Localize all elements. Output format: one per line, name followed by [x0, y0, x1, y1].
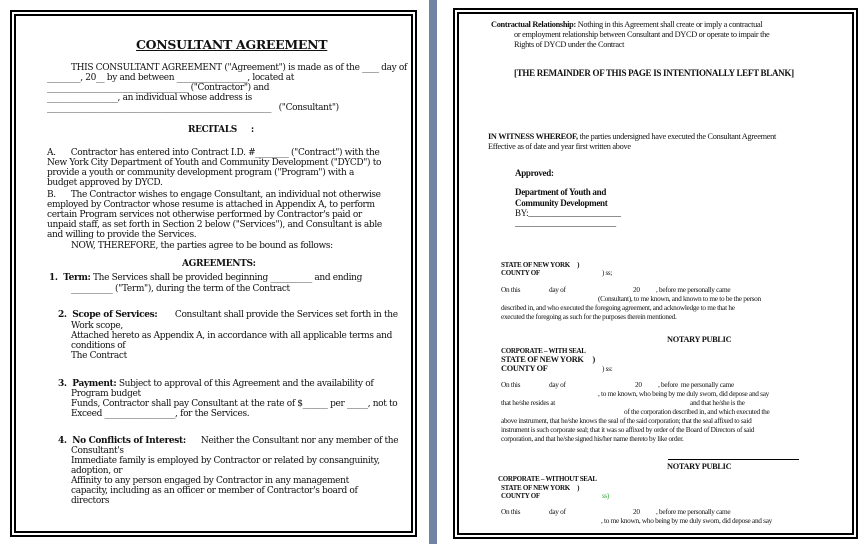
signature-line: ________________________: [515, 218, 616, 228]
witness-line: Effective as of date and year first written above: [488, 142, 631, 151]
signature-line: BY:______________________: [515, 208, 621, 218]
witness-line: IN WITNESS WHEREOF, the parties undersigned have executed the Consultant Agreement: [488, 132, 776, 141]
recital-a-line: New York City Department of Youth and Community Development ("DYCD") to: [47, 158, 382, 168]
clause-line: Immediate family is employed by Contractor or related by consanguinity,: [71, 456, 380, 466]
state-label: STATE OF NEW YORK ): [501, 355, 595, 364]
notary-line: above instrument, that he/she knows the seal of the said corporation; that the seal affixed to said: [501, 416, 752, 425]
conflicts-clause: 4. No Conflicts of Interest: Neither the Consultant nor any member of the: [58, 436, 399, 446]
recital-b-line: unpaid staff, as set forth in Section 2 below ("Services"), and Consultant is able: [47, 220, 382, 230]
recital-a-line: provide a youth or community development program ("Program") with a: [47, 168, 355, 178]
blank-notice: [THE REMAINDER OF THIS PAGE IS INTENTIONALLY LEFT BLANK]: [514, 68, 794, 78]
notary-line: described in, and who executed the foregoing agreement, and acknowledge to me that he: [501, 303, 735, 312]
clause-line: __________ ("Term"), during the term of the Contract: [71, 284, 290, 294]
recital-b-line: certain Program services not otherwise performed by Contractor's paid or: [47, 210, 362, 220]
clause-line: Work scope,: [71, 321, 123, 331]
clause-line: Consultant's: [71, 446, 124, 456]
term-clause: 1. Term: The Services shall be provided beginning __________ and ending: [49, 273, 362, 283]
clause-label: 3. Payment:: [58, 379, 117, 389]
clause-label: Contractual Relationship:: [491, 20, 576, 29]
recital-b-line: employed by Contractor whose resume is attached in Appendix A, to perform: [47, 200, 375, 210]
clause-label: 2. Scope of Services:: [58, 310, 158, 320]
county-label: COUNTY OF: [501, 492, 540, 500]
clause-line: Rights of DYCD under the Contract: [514, 40, 625, 49]
clause-line: Exceed _________________, for the Services.: [71, 409, 250, 419]
notary-line: (Consultant), to me known, and known to me to be the person: [598, 294, 761, 303]
recital-a-line: A. Contractor has entered into Contract I.D. #________ ("Contract") with the: [47, 148, 380, 158]
ss-label: ) ss;: [602, 269, 612, 277]
clause-line: Affinity to any person engaged by Contractor in any management: [71, 476, 349, 486]
day-of: day of: [549, 380, 566, 389]
state-label: STATE OF NEW YORK ): [501, 484, 580, 492]
dept-name: Department of Youth and: [515, 187, 607, 197]
day-of: day of: [549, 285, 566, 294]
recital-a-line: budget approved by DYCD.: [47, 178, 163, 188]
notary-line: , to me known, who being by me duly sworn, did depose and say: [598, 389, 769, 398]
clause-label: 1. Term:: [49, 273, 91, 283]
agreements-heading: AGREEMENTS:: [182, 259, 256, 269]
state-label: STATE OF NEW YORK ): [501, 261, 580, 269]
on-this: On this: [501, 285, 521, 294]
on-this: On this: [501, 507, 521, 516]
notary-line: of the corporation described in, and which executed the: [624, 407, 770, 416]
ss-label: ) ss:: [602, 364, 613, 373]
year: 20: [635, 380, 642, 389]
intro-line: __________________________________ ("Contractor") and: [47, 83, 270, 93]
scope-clause: 2. Scope of Services: Consultant shall provide the Services set forth in the: [58, 310, 398, 320]
notary-line: instrument is such corporate seal; that it was so affixed by order of the Board of Directors of said: [501, 425, 755, 434]
recital-b-line: and willing to provide the Services.: [47, 230, 197, 240]
notary-line: executed the foregoing as such for the purposes therein mentioned.: [501, 312, 677, 321]
clause-line: or employment relationship between Consultant and DYCD or operate to impair the: [514, 30, 770, 39]
notary-line: and that he/she is the: [690, 398, 745, 407]
notary-public: NOTARY PUBLIC: [667, 335, 732, 344]
notary-public: NOTARY PUBLIC: [667, 462, 732, 471]
notary-line: corporation, and that he/she signed his/her name thereto by like order.: [501, 434, 684, 443]
contractual-relationship: Contractual Relationship: Nothing in this Agreement shall create or imply a contractual: [491, 20, 763, 29]
clause-line: Program budget: [71, 389, 141, 399]
corporate-seal-heading: CORPORATE – WITH SEAL: [501, 347, 586, 355]
clause-line: adoption, or: [71, 466, 123, 476]
page-separator: [429, 0, 437, 544]
clause-line: directors: [71, 496, 110, 506]
on-this: On this: [501, 380, 521, 389]
clause-line: conditions of: [71, 341, 126, 351]
intro-line: ________, 20__ by and between _________________, located at: [47, 73, 295, 83]
ss-label: ss): [602, 492, 609, 500]
came: , before me personally came: [656, 285, 731, 294]
year: 20: [633, 285, 640, 294]
intro-line: _________________, an individual whose address is: [47, 93, 252, 103]
document-title: CONSULTANT AGREEMENT: [136, 37, 328, 52]
clause-line: Funds, Contractor shall pay Consultant at the rate of $______ per _____, not to: [71, 399, 398, 409]
year: 20: [633, 507, 640, 516]
came: , before me personally came: [658, 380, 734, 389]
recitals-heading: RECITALS :: [188, 125, 254, 135]
intro-line: ______________________________________________________ ("Consultant"): [47, 103, 339, 113]
notary-line: that he/she resides at: [501, 398, 555, 407]
payment-clause: 3. Payment: Subject to approval of this Agreement and the availability of: [58, 379, 374, 389]
dept-name: Community Development: [515, 198, 608, 208]
approved-label: Approved:: [515, 168, 554, 178]
now-therefore: NOW, THEREFORE, the parties agree to be bound as follows:: [71, 241, 333, 251]
notary-line: , to me known, who being by me duly sworn, did depose and say: [601, 516, 772, 525]
county-label: COUNTY OF: [501, 269, 540, 277]
clause-line: The Contract: [71, 351, 127, 361]
county-label: COUNTY OF: [501, 364, 548, 373]
clause-line: Attached hereto as Appendix A, in accordance with all applicable terms and: [71, 331, 393, 341]
day-of: day of: [549, 507, 566, 516]
clause-label: 4. No Conflicts of Interest:: [58, 436, 186, 446]
came: , before me personally came: [656, 507, 731, 516]
recital-b-line: B. The Contractor wishes to engage Consultant, an individual not otherwise: [47, 190, 381, 200]
intro-line: THIS CONSULTANT AGREEMENT ("Agreement") is made as of the ____ day of: [71, 63, 407, 73]
signature-rule: [668, 459, 799, 460]
clause-line: capacity, including as an officer or member of Contractor's board of: [71, 486, 358, 496]
corporate-noseal-heading: CORPORATE – WITHOUT SEAL: [498, 475, 597, 483]
